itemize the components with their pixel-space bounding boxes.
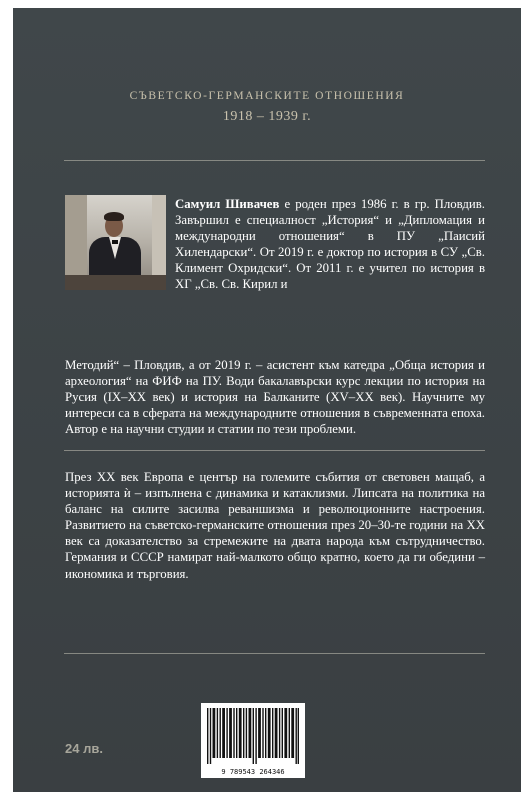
divider-middle [64, 450, 485, 451]
price-label: 24 лв. [65, 741, 103, 756]
divider-top [64, 160, 485, 161]
isbn-barcode [201, 703, 305, 778]
book-description: През XX век Европа е център на големите събития от световен мащаб, а историята ѝ – изпълнена с динамика и катаклизми. Липсата на политика на баланс на силите засилва реваншизма и революционните настроения. Развитието на съветско-германските отношения през 20–30-те години на XX век са доказателство за стремежите на двата народа към сътрудничество. Германия и СССР намират най-малкото общо кратно, което да ги обедини – икономика и търговия. [65, 470, 485, 581]
author-photo [65, 195, 166, 290]
book-back-cover [13, 8, 521, 792]
isbn-digits: 9 789543 264346 [221, 768, 285, 776]
divider-bottom [64, 653, 485, 654]
author-bio-lead: е роден през 1986 г. в гр. Пловдив. Завършил е специалност „История“ и „Дипломация и международни отношения“ в ПУ „Паисий Хилендарски“. От 2019 г. е доктор по история в СУ „Св. Климент Охридски“. От 2011 г. е учител по история в ХГ „Св. Св. Кирил и [175, 197, 485, 292]
author-bio-continued: Методий“ – Пловдив, а от 2019 г. – асистент към катедра „Обща история и археология“ на ФИФ на ПУ. Води бакалавърски курс лекции по история на Русия (IX–XX век) и история на Балканите (XV–XX век). Научните му интереси са в сферата на международните отношения в съвременната епоха. Автор е на научни студии и статии по тези проблеми. [65, 358, 485, 437]
author-name: Самуил Шивачев [175, 197, 280, 211]
series-years: 1918 – 1939 г. [222, 109, 312, 124]
barcode-bars [207, 708, 299, 764]
series-title: СЪВЕТСКО-ГЕРМАНСКИТЕ ОТНОШЕНИЯ [129, 90, 405, 102]
author-bio [175, 196, 485, 293]
